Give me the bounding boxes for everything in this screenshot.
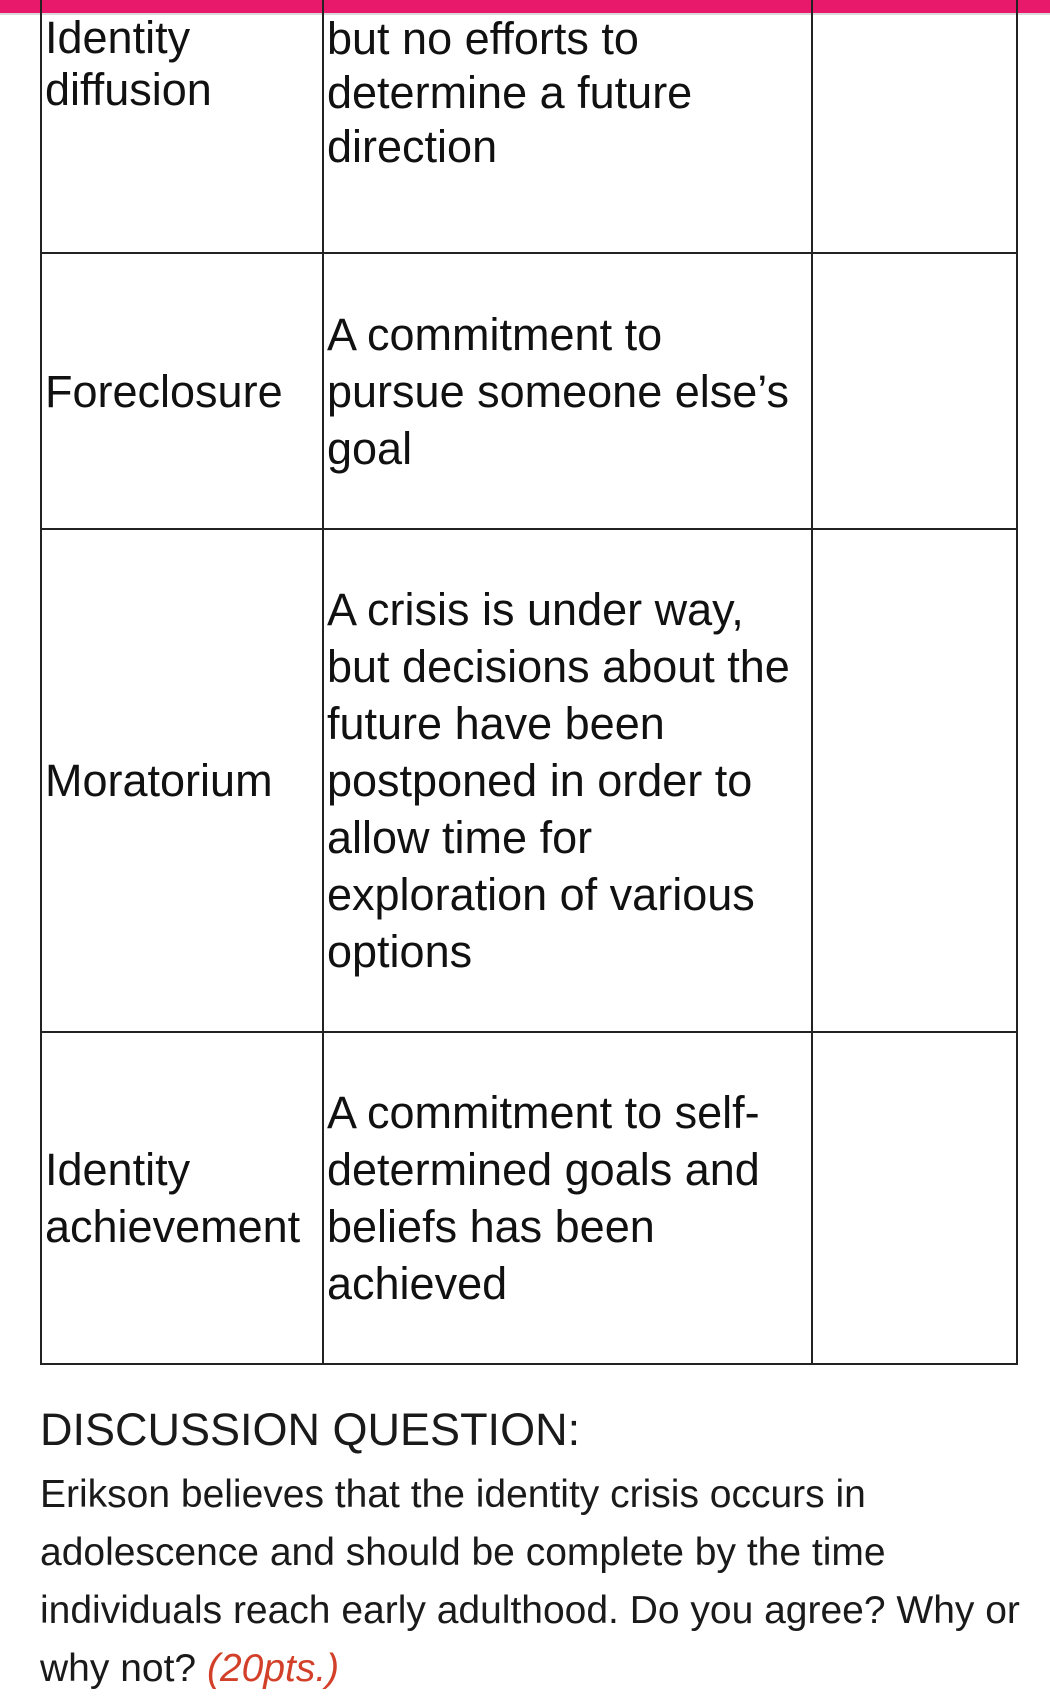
points-label: (20pts.) xyxy=(206,1647,340,1690)
discussion-question xyxy=(40,1466,1020,1698)
description-cell: A crisis is under way, but decisions about the future have been postponed in order to allow time for exploration of various options xyxy=(323,529,812,1032)
answer-cell[interactable] xyxy=(812,253,1017,529)
identity-status-table xyxy=(40,0,1018,1365)
status-cell: Moratorium xyxy=(41,529,323,1032)
table-row xyxy=(41,1032,1017,1364)
status-cell: Foreclosure xyxy=(41,253,323,529)
table-row xyxy=(41,253,1017,529)
status-cell: Identity diffusion xyxy=(41,0,323,253)
description-cell: A commitment to pursue someone else’s goal xyxy=(323,253,812,529)
identity-status-table-container xyxy=(40,0,1012,1365)
description-cell: A commitment to self-determined goals and beliefs has been achieved xyxy=(323,1032,812,1364)
answer-cell[interactable] xyxy=(812,529,1017,1032)
discussion-title: DISCUSSION QUESTION: xyxy=(40,1404,581,1455)
status-cell: Identity achievement xyxy=(41,1032,323,1364)
description-cell: but no efforts to determine a future direction xyxy=(323,0,812,253)
discussion-question-text: Erikson believes that the identity crisis occurs in adolescence and should be complete by the time individuals reach early adulthood. Do you agree? Why or why not? xyxy=(40,1473,1020,1690)
answer-cell[interactable] xyxy=(812,1032,1017,1364)
table-row xyxy=(41,529,1017,1032)
table-row xyxy=(41,0,1017,253)
discussion-section xyxy=(40,1402,1020,1698)
answer-cell[interactable] xyxy=(812,0,1017,253)
